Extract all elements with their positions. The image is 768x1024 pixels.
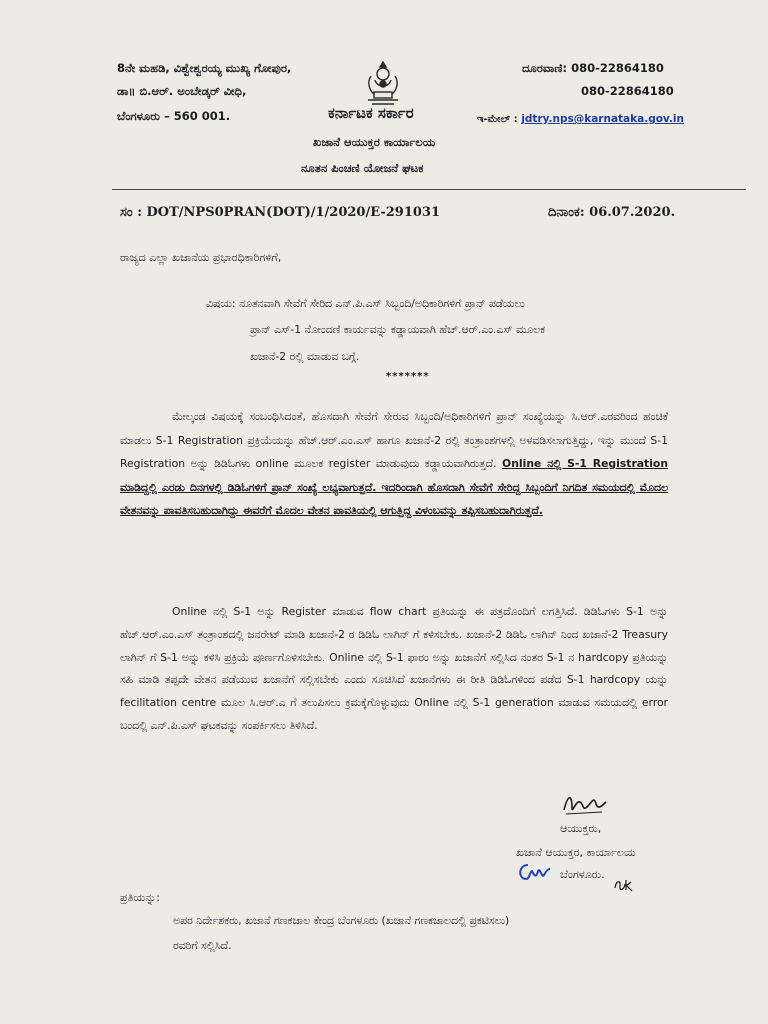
state-emblem-icon — [362, 60, 404, 106]
phone-number-1: 080-22864180 — [571, 61, 664, 75]
email-row — [477, 110, 684, 128]
address-line-1: 8ನೇ ಮಹಡಿ, ವಿಶ್ವೇಶ್ವರಯ್ಯ ಮುಖ್ಯ ಗೋಪುರ, — [117, 61, 292, 75]
initials-mark — [516, 859, 554, 887]
address-line-3: ಬೆಂಗಳೂರು – 560 001. — [117, 109, 231, 123]
subject-separator: ******* — [386, 371, 430, 382]
email-label: ಇ-ಮೇಲ್ : — [477, 114, 518, 125]
copy-recipient-suffix: ರವರಿಗೆ ಸಲ್ಲಿಸಿದೆ. — [173, 939, 232, 952]
paragraph-2: Online ನಲ್ಲಿ S-1 ಅನ್ನು Register ಮಾಡುವ flow chart ಪ್ರತಿಯನ್ನು ಈ ಪತ್ರದೊಂದಿಗೆ ಲಗತ್ತಿಸಿದೆ. ಡಿಡಿಓಗಳು S-1 ಅನ್ನು ಹೆಚ್.ಆರ್.ಎಂ.ಎಸ್ ತಂತ್ರಾಂಶದಲ್ಲಿ ಜನರೇಟ್ ಮಾಡಿ ಖಜಾನೆ-2 ರ ಡಿಡಿಓ ಲಾಗಿನ್ ಗೆ ಕಳಿಸಬೇಕು. ಖಜಾನೆ-2 ಡಿಡಿಓ ಲಾಗಿನ್ ನಿಂದ ಖಜಾನೆ-2 Treasury ಲಾಗಿನ್ ಗೆ S-1 ಅನ್ನು ಕಳಿಸಿ ಪ್ರಕ್ರಿಯೆ ಪೂರ್ಣಗೊಳಿಸಬೇಕು. Online ನಲ್ಲಿ S-1 ಫಾರಂ ಅನ್ನು ಖಜಾನೆಗೆ ಸಲ್ಲಿಸಿದ ನಂತರ S-1 ನ hardcopy ಪ್ರತಿಯನ್ನು ಸಹಿ ಮಾಡಿ ತಪ್ಪದೇ ವೇತನ ಪಡೆಯುವ ಖಜಾನೆಗೆ ಸಲ್ಲಿಸಬೇಕು ಎಂದು ಸೂಚಿಸಿದೆ ಖಜಾನೆಗಳು ಈ ರೀತಿ ಡಿಡಿಓಗಳಿಂದ ಪಡೆದ S-1 hardcopy ಯನ್ನು fecilitation centre ಮೂಲ ಸಿ.ಆರ್.ಎ ಗೆ ತಲುಪಿಸಲು ಕ್ರಮಕ್ಕೆಗೊಳ್ಳುವುದು Online ನಲ್ಲಿ S-1 generation ಮಾಡುವ ಸಮಯದಲ್ಲಿ error ಬಂದಲ್ಲಿ ಎನ್.ಪಿ.ಎಸ್ ಘಟಕವನ್ನು ಸಂಪರ್ಕಿಸಲು ತಿಳಿಸಿದೆ. — [120, 605, 668, 732]
government-title: ಕರ್ನಾಟಕ ಸರ್ಕಾರ — [328, 104, 414, 122]
signatory-city: ಬೆಂಗಳೂರು. — [560, 868, 605, 881]
signatory-office: ಖಜಾನೆ ಆಯುಕ್ತರ, ಕಾರ್ಯಾಲಯ — [516, 846, 636, 859]
subject-line-1: ವಿಷಯ: ನೂತನವಾಗಿ ಸೇವೆಗೆ ಸೇರಿದ ಎನ್.ಪಿ.ಎಸ್ ಸಿಬ್ಬಂದಿ/ಅಧಿಕಾರಿಗಳಿಗೆ ಪ್ರಾನ್ ಪಡೆಯಲು — [206, 297, 525, 310]
address-line-2: ಡಾ॥ ಬಿ.ಆರ್. ಅಂಬೇಡ್ಕರ್ ವೀಧಿ, — [117, 84, 247, 98]
copy-recipient: ಅಪರ ನಿರ್ದೇಶಕರು, ಖಜಾನೆ ಗಣಕಜಾಲ ಕೇಂದ್ರ ಬೆಂಗಳೂರು (ಖಜಾನೆ ಗಣಕಜಾಲದಲ್ಲಿ ಪ್ರಕಟಿಸಲು) — [173, 914, 510, 927]
header-divider — [112, 189, 746, 190]
office-name: ಖಜಾನೆ ಆಯುಕ್ತರ ಕಾರ್ಯಾಲಯ — [313, 135, 436, 149]
subject-line-3: ಖಜಾನೆ-2 ರಲ್ಲಿ ಮಾಡುವ ಬಗ್ಗೆ. — [250, 350, 360, 363]
copy-label: ಪ್ರತಿಯನ್ನು: — [120, 891, 160, 904]
initials-small-mark — [612, 876, 634, 894]
signatory-title: ಆಯುಕ್ತರು, — [560, 822, 602, 835]
phone-label: ದೂರವಾಣಿ: — [522, 61, 568, 75]
office-unit: ನೂತನ ಪಿಂಚಣಿ ಯೋಜನೆ ಘಟಕ — [301, 161, 424, 175]
signature-mark — [558, 790, 610, 818]
paragraph-1 — [120, 405, 668, 523]
subject-line-2: ಪ್ರಾನ್ ಎಸ್-1 ನೋಂದಣಿ ಕಾರ್ಯವನ್ನು ಕಡ್ಡಾಯವಾಗಿ ಹೆಚ್.ಆರ್.ಎಂ.ಎಸ್ ಮೂಲಕ — [250, 323, 545, 336]
phone-number-2: 080-22864180 — [581, 84, 674, 98]
paragraph-1-text: ಮೇಲ್ಕಂಡ ವಿಷಯಕ್ಕೆ ಸಂಬಂಧಿಸಿದಂತೆ, ಹೊಸದಾಗಿ ಸೇವೆಗೆ ಸೇರುವ ಸಿಬ್ಬಂದಿ/ಅಧಿಕಾರಿಗಳಿಗೆ ಪ್ರಾನ್ ಸಂಖ್ಯೆಯನ್ನು ಸಿ.ಆರ್.ಎರವರಿಂದ ಹಂಚಿಕೆ ಮಾಡಲು S-1 Registration ಪ್ರಕ್ರಿಯೆಯನ್ನು ಹೆಚ್.ಆರ್.ಎಂ.ಎಸ್ ಹಾಗೂ ಖಜಾನೆ-2 ರಲ್ಲಿ ತಂತ್ರಾಂಶಗಳಲ್ಲಿ ಅಳವಡಿಸಲಾಗುತ್ತಿದ್ದು, ಇನ್ನು ಮುಂದೆ S-1 Registration ಅನ್ನು ಡಿಡಿಓಗಳು online ಮೂಲಕ register ಮಾಡುವುದು ಕಡ್ಡಾಯವಾಗಿರುತ್ತದೆ. — [120, 410, 668, 470]
reference-number: ಸಂ : DOT/NPS0PRAN(DOT)/1/2020/E-291031 — [120, 205, 441, 220]
phone-row — [522, 60, 664, 76]
letter-date: ದಿನಾಂಕ: 06.07.2020. — [548, 205, 676, 220]
email-link[interactable]: jdtry.nps@karnataka.gov.in — [521, 113, 684, 125]
paragraph-1-emphasis: Online ನಲ್ಲಿ S-1 Registration ಮಾಡಿದ್ದಲ್ಲಿ ಎರಡು ದಿನಗಳಲ್ಲಿ ಡಿಡಿಓಗಳಿಗೆ ಪ್ರಾನ್ ಸಂಖ್ಯೆ ಲಭ್ಯವಾಗುತ್ತದೆ. ಇದರಿಂದಾಗಿ ಹೊಸದಾಗಿ ಸೇವೆಗೆ ಸೇರಿದ್ದ ಸಿಬ್ಬಂದಿಗೆ ನಿಗದಿತ ಸಮಯದಲ್ಲಿ ಮೊದಲ ವೇತನವನ್ನು ಪಾವತಿಸಬಹುದಾಗಿದ್ದು ಈವರೆಗೆ ಮೊದಲ ವೇತನ ಪಾವತಿಯಲ್ಲಿ ಆಗುತ್ತಿದ್ದ ವಿಳಂಬವನ್ನು ತಪ್ಪಿಸಬಹುದಾಗಿರುತ್ತದೆ. — [120, 457, 669, 517]
addressee: ರಾಜ್ಯದ ಎಲ್ಲಾ ಖಜಾನೆಯ ಪ್ರಭಾರಧಿಕಾರಿಗಳಿಗೆ, — [120, 251, 282, 264]
